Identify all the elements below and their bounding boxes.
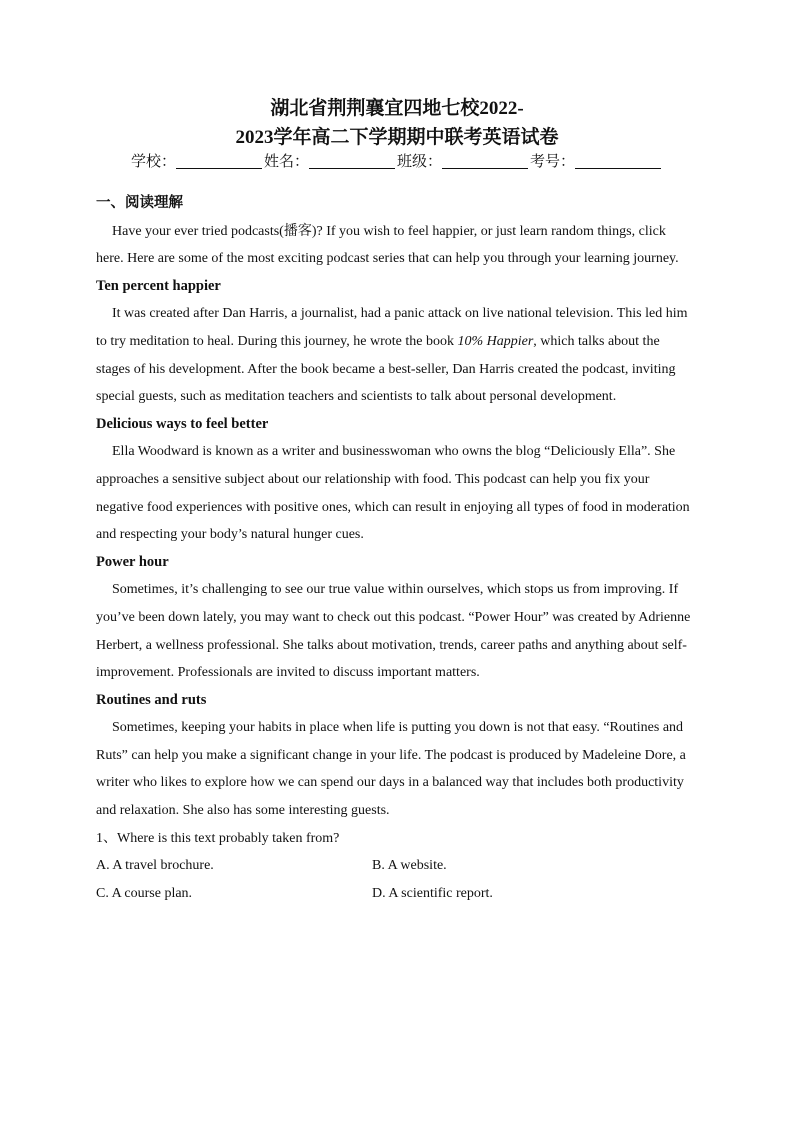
question-text: 1、Where is this text probably taken from? — [96, 830, 340, 846]
option-c: C. A course plan. — [96, 885, 193, 901]
podcast-text-part: , which talks about the stages of his development. After the book became a best-seller, Dan Harris created the podcast, inviting special guests, such as meditation teachers and scientists to talk about personal development. — [96, 333, 676, 405]
podcast-description: Sometimes, it’s challenging to see our true value within ourselves, which stops us from improving. If you’ve been down lately, you may want to check out this podcast. “Power Hour” was created by Adrienne Herbert, a wellness professional. She talks about motivation, trends, career paths and anything about self-improvement. Professionals are invited to discuss important matters. — [96, 582, 691, 681]
exam-title-line1: 湖北省荆荆襄宜四地七校2022- — [270, 98, 524, 119]
option-a: A. A travel brochure. — [96, 858, 214, 874]
podcast-heading: Power hour — [96, 553, 169, 570]
option-d: D. A scientific report. — [372, 885, 493, 901]
podcast-heading: Ten percent happier — [96, 277, 221, 294]
podcast-heading: Routines and ruts — [96, 691, 207, 708]
intro-paragraph: Have your ever tried podcasts(播客)? If you wish to feel happier, or just learn random things, click here. Here are some of the most exciting podcast series that can help you through your learning journey. — [96, 223, 679, 267]
book-title: 10% Happier — [457, 333, 534, 349]
number-label: 考号： — [530, 154, 576, 170]
section-title: 一、阅读理解 — [96, 195, 183, 211]
reading-passage — [96, 190, 696, 907]
class-blank — [442, 153, 528, 169]
name-blank — [309, 153, 395, 169]
student-info-line — [0, 151, 794, 173]
number-blank — [575, 153, 661, 169]
podcast-description: Ella Woodward is known as a writer and businesswoman who owns the blog “Deliciously Ella”. She approaches a sensitive subject about our relationship with food. This podcast can help you fix your negative food experiences with positive ones, which can result in enjoying all types of food in moderation and respecting your body’s natural hunger cues. — [96, 444, 690, 543]
podcast-heading: Delicious ways to feel better — [96, 415, 269, 432]
school-label: 学校： — [130, 154, 176, 170]
podcast-text-part: It was created after Dan Harris, a journalist, had a panic attack on live national television. This led him to try meditation to heal. During this journey, he wrote the book — [96, 306, 688, 349]
class-label: 班级： — [397, 154, 443, 170]
podcast-description — [96, 300, 696, 410]
option-b: B. A website. — [372, 858, 447, 874]
answer-options — [96, 852, 656, 907]
school-blank — [176, 153, 262, 169]
name-label: 姓名： — [263, 154, 309, 170]
podcast-description: Sometimes, keeping your habits in place when life is putting you down is not that easy. “Routines and Ruts” can help you make a significant change in your life. The podcast is produced by Madeleine Dore, a writer who likes to explore how we can spend our days in a balanced way that includes both productivity and relaxation. She also has some interesting guests. — [96, 720, 686, 819]
exam-title-line2: 2023学年高二下学期期中联考英语试卷 — [235, 127, 559, 148]
